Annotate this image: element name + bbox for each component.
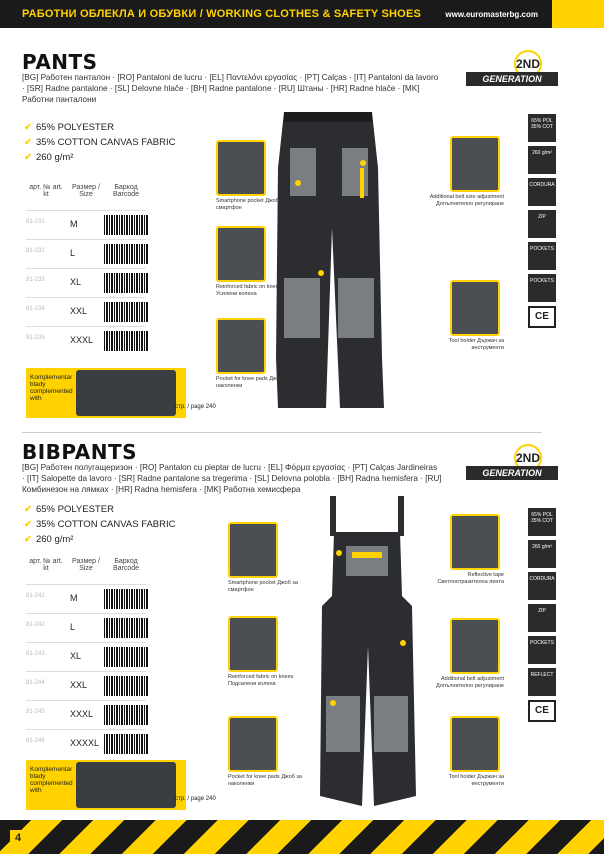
pocket-icon: POCKETS	[528, 242, 556, 270]
composition-icon: 65% POL 35% COT	[528, 508, 556, 536]
detail-knee-fabric	[228, 616, 278, 672]
header-bar	[0, 0, 604, 28]
spec-sidebar	[528, 508, 560, 722]
table-row: 81-242 L	[26, 613, 146, 642]
detail-belt-adjustment	[450, 618, 500, 674]
barcode	[104, 244, 148, 264]
weight-icon: 260 g/m²	[528, 540, 556, 568]
zip-icon: ZIP	[528, 604, 556, 632]
feature-list	[24, 504, 176, 549]
detail-kneepad-pocket	[216, 318, 266, 374]
section-divider	[22, 432, 542, 433]
table-row: 81-245 XXXL	[26, 700, 146, 729]
detail-knee-fabric	[216, 226, 266, 282]
table-header: арт. № art. kt Размер / Size Баркод Barcode	[29, 184, 140, 198]
callout-dot	[318, 270, 324, 276]
table-row: 81-232 L	[26, 239, 146, 268]
feature-item: ✔ 65% POLYESTER	[24, 504, 114, 515]
generation-logo: 2ND GENERATION	[466, 444, 566, 494]
promo-banner[interactable]: Komplementar blady complemented with	[26, 760, 186, 810]
footer-stripes	[0, 820, 604, 854]
spec-sidebar	[528, 114, 560, 328]
pocket-icon: POCKETS	[528, 274, 556, 302]
feature-item: ✔ 260 g/m²	[24, 152, 74, 163]
detail-tool-holder	[450, 716, 500, 772]
table-row: 81-244 XXL	[26, 671, 146, 700]
generation-logo: 2ND GENERATION	[466, 50, 566, 100]
detail-smartphone-pocket	[216, 140, 266, 196]
callout-dot	[330, 700, 336, 706]
promo-page-ref: стр. / page 240	[175, 404, 216, 410]
callout-dot	[295, 180, 301, 186]
callout-dot	[400, 640, 406, 646]
table-row: 81-241 M	[26, 584, 146, 613]
section-title-bibpants: BIBPANTS	[22, 440, 138, 464]
table-row: 81-231 M	[26, 210, 146, 239]
barcode	[104, 676, 148, 696]
pocket-icon: POCKETS	[528, 636, 556, 664]
barcode	[104, 302, 148, 322]
table-row: 81-234 XXL	[26, 297, 146, 326]
feature-item: ✔ 260 g/m²	[24, 534, 74, 545]
barcode	[104, 589, 148, 609]
check-icon: ✔	[24, 519, 32, 530]
barcode	[104, 273, 148, 293]
feature-item: ✔ 35% COTTON CANVAS FABRIC	[24, 519, 176, 530]
table-row: 81-246 XXXXL	[26, 729, 146, 758]
header-url[interactable]: www.euromasterbg.com	[445, 10, 538, 19]
header-title: РАБОТНИ ОБЛЕКЛА И ОБУВКИ / WORKING CLOTHES & SAFETY SHOES	[22, 8, 422, 20]
table-row: 81-243 XL	[26, 642, 146, 671]
pants-image	[268, 108, 388, 414]
promo-banner[interactable]: Komplementar blady complemented with	[26, 368, 186, 418]
ce-mark-icon: CE	[528, 700, 556, 722]
barcode	[104, 215, 148, 235]
detail-kneepad-pocket	[228, 716, 278, 772]
detail-tool-holder	[450, 280, 500, 336]
size-table	[26, 554, 146, 758]
section-desc-pants: [BG] Работен панталон · [RO] Pantaloni de lucru · [EL] Παντελόνι εργασίας · [PT] Calças · [IT] Pantaloni da lavoro · [SR] Radne pantalone · [SL] Delovne hlače · [BH] Radne pantalone · [RU] Штаны · [HR] Radne hlače · [MK] Работни панталони	[22, 73, 439, 104]
weight-icon: 260 g/m²	[528, 146, 556, 174]
composition-icon: 65% POL 35% COT	[528, 114, 556, 142]
zip-icon: ZIP	[528, 210, 556, 238]
detail-belt-adjustment	[450, 136, 500, 192]
bibpants-image	[312, 496, 422, 812]
size-table	[26, 180, 146, 355]
jacket-image	[76, 370, 176, 416]
detail-reflective-tape	[450, 514, 500, 570]
barcode	[104, 734, 148, 754]
header-accent	[552, 0, 604, 28]
barcode	[104, 705, 148, 725]
check-icon: ✔	[24, 152, 32, 163]
barcode	[104, 618, 148, 638]
check-icon: ✔	[24, 504, 32, 515]
feature-item: ✔ 35% COTTON CANVAS FABRIC	[24, 137, 176, 148]
section-title-pants: PANTS	[22, 50, 98, 74]
table-header: арт. № art. kt Размер / Size Баркод Barcode	[29, 558, 140, 572]
callout-dot	[360, 160, 366, 166]
check-icon: ✔	[24, 137, 32, 148]
table-row: 81-235 XXXL	[26, 326, 146, 355]
barcode	[104, 647, 148, 667]
reflective-icon: REFLECT	[528, 668, 556, 696]
detail-smartphone-pocket	[228, 522, 278, 578]
check-icon: ✔	[24, 534, 32, 545]
section-desc-bibpants: [BG] Работен полугащеризон · [RO] Pantalon cu pieptar de lucru · [EL] Φόρμα εργασίας · [PT] Calças Jardineiras · [IT] Salopette da lavoro · [SR] Radne pantalone sa tregerima · [SL] Delovna polobla · [BH] Radna hemisfera · [RU] Комбинезон на лямках · [HR] Radna hemisfera · [MK] Работна хемисфера	[22, 463, 442, 494]
page-number: 4	[10, 830, 26, 846]
callout-dot	[336, 550, 342, 556]
cordura-icon: CORDURA	[528, 572, 556, 600]
jacket-image	[76, 762, 176, 808]
cordura-icon: CORDURA	[528, 178, 556, 206]
table-row: 81-233 XL	[26, 268, 146, 297]
ce-mark-icon: CE	[528, 306, 556, 328]
promo-page-ref: стр. / page 240	[175, 796, 216, 802]
check-icon: ✔	[24, 122, 32, 133]
feature-item: ✔ 65% POLYESTER	[24, 122, 114, 133]
feature-list	[24, 122, 176, 167]
barcode	[104, 331, 148, 351]
